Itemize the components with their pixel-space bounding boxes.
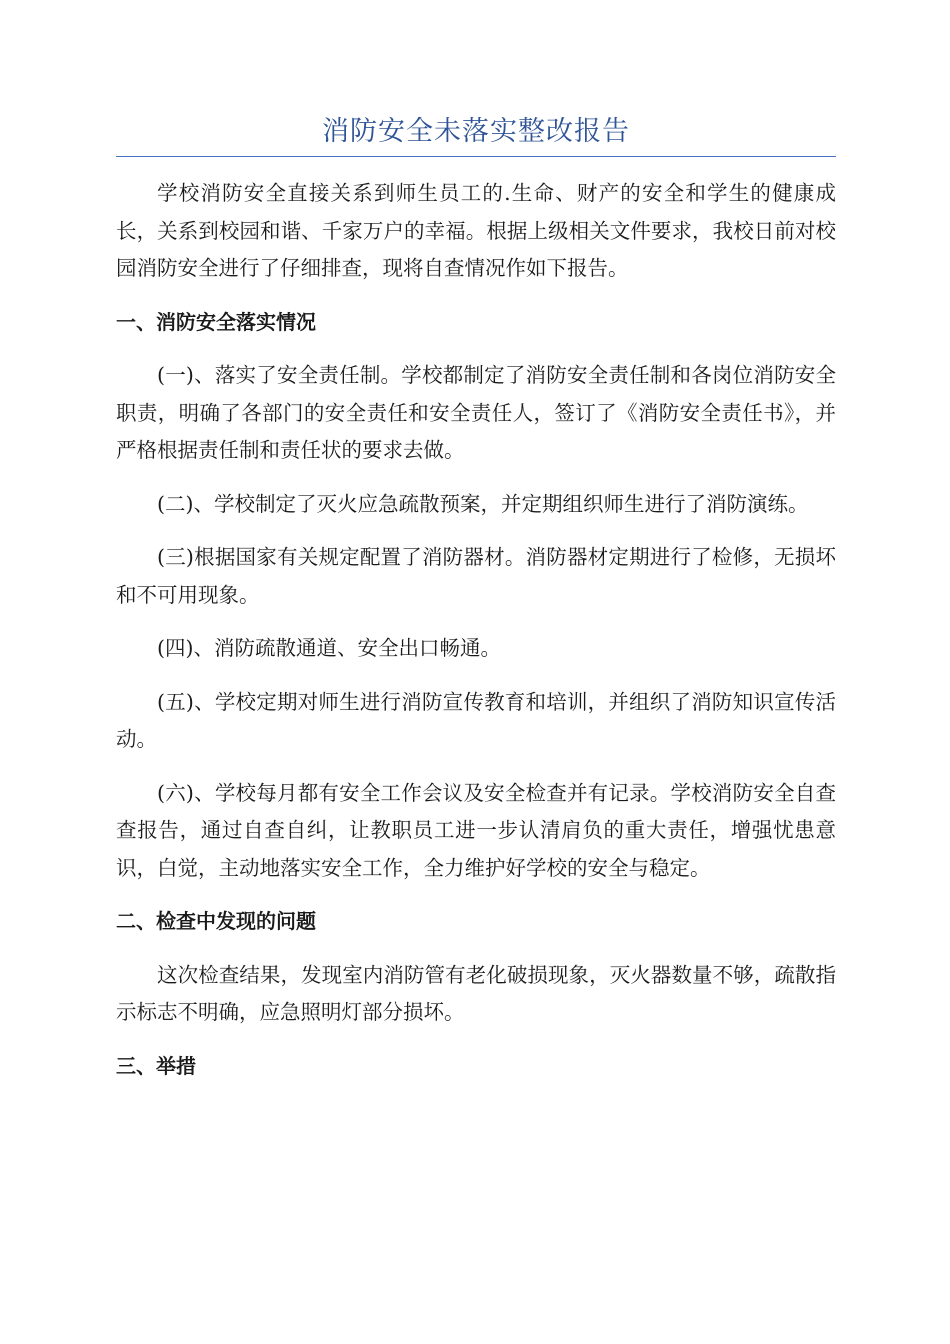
section1-item-3: (三)根据国家有关规定配置了消防器材。消防器材定期进行了检修，无损坏和不可用现象。: [116, 545, 836, 607]
document-title: 消防安全未落实整改报告: [116, 110, 836, 157]
section-heading-2: 二、检查中发现的问题: [116, 909, 316, 933]
section2-paragraph: 这次检查结果，发现室内消防管有老化破损现象，灭火器数量不够，疏散指示标志不明确，应急照明灯部分损坏。: [116, 962, 836, 1024]
section-heading-3: 三、举措: [116, 1053, 196, 1078]
section1-item-4: (四)、消防疏散通道、安全出口畅通。: [157, 636, 501, 660]
section-heading-1: 一、消防安全落实情况: [116, 309, 316, 334]
section1-item-5: (五)、学校定期对师生进行消防宣传教育和培训，并组织了消防知识宣传活动。: [116, 689, 836, 751]
document-page: [116, 110, 836, 1101]
section1-item-2: (二)、学校制定了灭火应急疏散预案，并定期组织师生进行了消防演练。: [157, 491, 809, 516]
section1-item-6: (六)、学校每月都有安全工作会议及安全检查并有记录。学校消防安全自查查报告，通过自查自纠，让教职员工进一步认清肩负的重大责任，增强忧患意识，白觉，主动地落实安全工作，全力维护好学校的安全与稳定。: [116, 780, 836, 880]
section1-item-1: (一)、落实了安全责任制。学校都制定了消防安全责任制和各岗位消防安全职责，明确了各部门的安全责任和安全责任人，签订了《消防安全责任书》，并严格根据责任制和责任状的要求去做。: [116, 363, 836, 462]
intro-paragraph: 学校消防安全直接关系到师生员工的.生命、财产的安全和学生的健康成长，关系到校园和谐、千家万户的幸福。根据上级相关文件要求，我校日前对校园消防安全进行了仔细排查，现将自查情况作如下报告。: [116, 181, 836, 280]
